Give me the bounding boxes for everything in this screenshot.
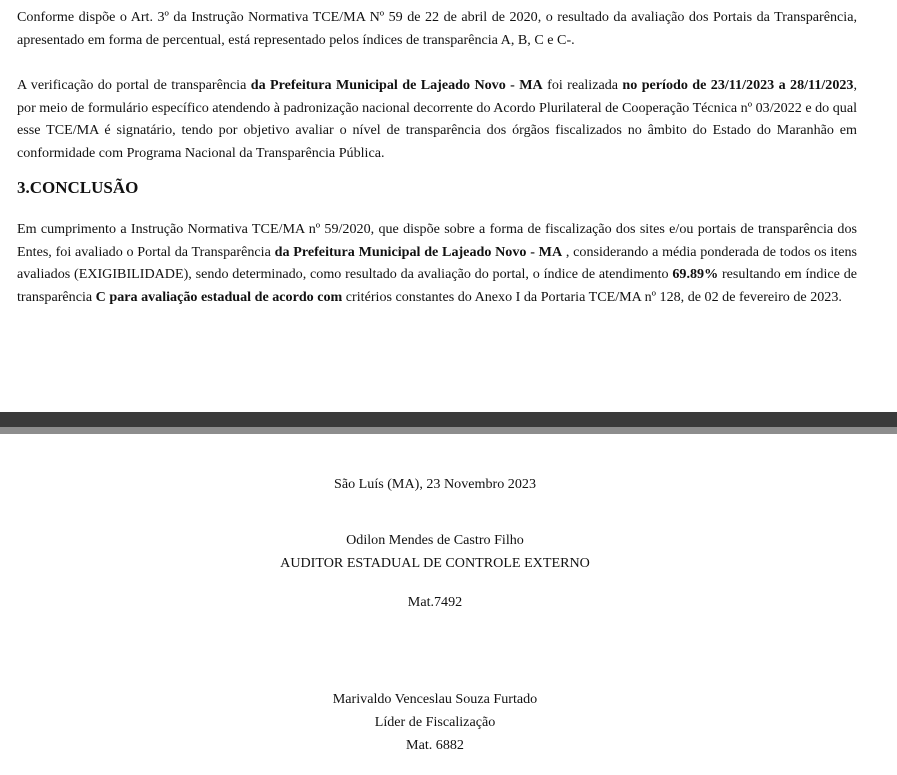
leader-registration: Mat. 6882 (406, 737, 464, 753)
page-separator-shadow (0, 427, 897, 434)
section-heading-conclusion: 3.CONCLUSÃO (17, 178, 139, 197)
transparency-grade: C para avaliação estadual de acordo com (95, 288, 343, 305)
leader-title: Líder de Fiscalização (374, 714, 496, 730)
auditor-name: Odilon Mendes de Castro Filho (346, 532, 524, 548)
paragraph-conclusion: Em cumprimento a Instrução Normativa TCE/MA nº 59/2020, que dispõe sobre a forma de fiscalização dos sites e/ou portais de transparência dos Entes, foi avaliado o Portal da Transparência da Prefeitura Municipal de Lajeado Novo - MA , considerando a média ponderada de todos os itens avaliados (EXIGIBILIDADE), sendo determinado, como resultado da avaliação do portal, o índice de atendimento 69.89% resultando em índice de transparência C para avaliação estadual de acordo com critérios constantes do Anexo I da Portaria TCE/MA nº 128, de 02 de fevereiro de 2023. (17, 221, 857, 305)
entity-name: da Prefeitura Municipal de Lajeado Novo - MA (250, 77, 543, 93)
entity-name-conclusion: da Prefeitura Municipal de Lajeado Novo - MA (274, 243, 563, 260)
page-separator (0, 412, 897, 427)
auditor-title: AUDITOR ESTADUAL DE CONTROLE EXTERNO (280, 555, 590, 571)
place-date: São Luís (MA), 23 Novembro 2023 (334, 476, 536, 492)
compliance-index: 69.89% (672, 266, 719, 283)
paragraph-verification: A verificação do portal de transparência da Prefeitura Municipal de Lajeado Novo - MA foi realizada no período de 23/11/2023 a 28/11/2023, por meio de formulário específico atendendo à padronização nacional decorrente do Acordo Plurilateral de Cooperação Técnica nº 03/2022 e do qual esse TCE/MA é signatário, tendo por objetivo avaliar o nível de transparência dos órgãos fiscalizados no âmbito do Estado do Maranhão em conformidade com Programa Nacional da Transparência Pública. (17, 77, 858, 161)
auditor-registration: Mat.7492 (407, 594, 463, 610)
leader-name: Marivaldo Venceslau Souza Furtado (332, 691, 538, 707)
paragraph-intro: Conforme dispõe o Art. 3º da Instrução Normativa TCE/MA Nº 59 de 22 de abril de 2020, o resultado da avaliação dos Portais da Transparência, apresentado em forma de percentual, está representado pelos índices de transparência A, B, C e C-. (17, 9, 857, 48)
evaluation-period: no período de 23/11/2023 a 28/11/2023 (622, 77, 854, 93)
